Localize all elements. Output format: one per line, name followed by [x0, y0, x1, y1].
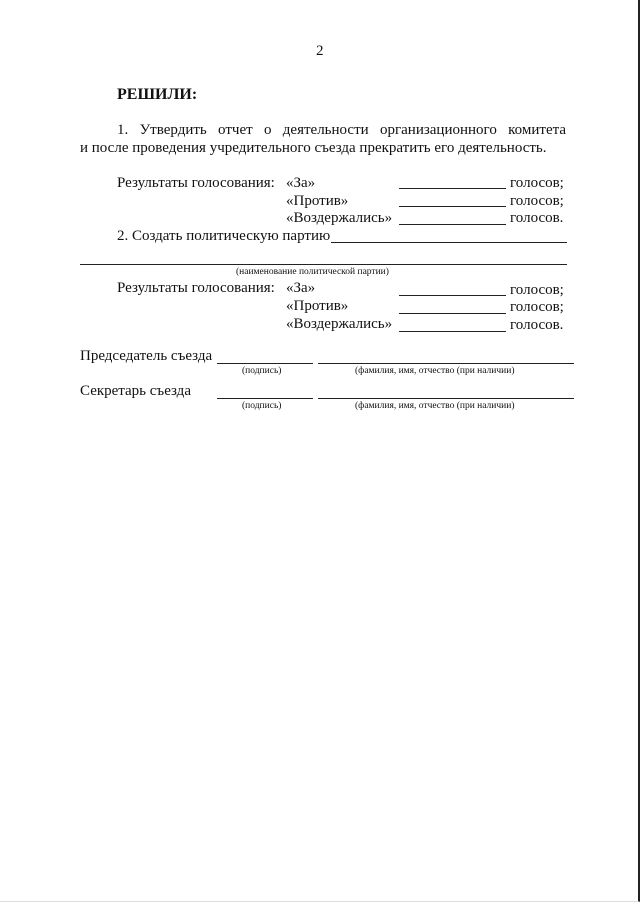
vote1-against-count-line	[399, 206, 506, 207]
vote2-option-for: «За»	[286, 280, 316, 296]
vote2-option-abstain: «Воздержались»	[286, 316, 393, 332]
vote2-for-unit: голосов;	[510, 282, 564, 298]
vote1-for-count-line	[399, 188, 506, 189]
vote2-label: Результаты голосования:	[117, 280, 275, 296]
item1-line1: 1. Утвердить отчет о деятельности организационного комитета	[117, 122, 566, 138]
secretary-label: Секретарь съезда	[80, 383, 191, 399]
chairman-name-line	[318, 363, 574, 364]
vote1-abstain-count-line	[399, 224, 506, 225]
party-name-line-1	[331, 242, 567, 243]
chairman-signature-line	[217, 363, 313, 364]
vote1-label: Результаты голосования:	[117, 175, 275, 191]
vote1-option-against: «Против»	[286, 193, 349, 209]
vote2-abstain-unit: голосов.	[510, 317, 564, 333]
vote2-for-count-line	[399, 295, 506, 296]
decision-heading: РЕШИЛИ:	[117, 86, 198, 103]
chairman-signature-caption: (подпись)	[242, 366, 282, 376]
vote1-for-unit: голосов;	[510, 175, 564, 191]
vote1-option-abstain: «Воздержались»	[286, 210, 393, 226]
chairman-name-caption: (фамилия, имя, отчество (при наличии)	[355, 366, 515, 376]
item1-line2: и после проведения учредительного съезда прекратить его деятельность.	[80, 140, 547, 156]
secretary-name-line	[318, 398, 574, 399]
secretary-name-caption: (фамилия, имя, отчество (при наличии)	[355, 401, 515, 411]
vote2-option-against: «Против»	[286, 298, 349, 314]
vote1-option-for: «За»	[286, 175, 316, 191]
page-number: 2	[316, 43, 324, 59]
chairman-label: Председатель съезда	[80, 348, 213, 364]
vote1-abstain-unit: голосов.	[510, 210, 564, 226]
item2-text: 2. Создать политическую партию	[117, 228, 331, 244]
secretary-signature-line	[217, 398, 313, 399]
vote2-against-count-line	[399, 313, 506, 314]
vote2-abstain-count-line	[399, 331, 506, 332]
vote2-against-unit: голосов;	[510, 299, 564, 315]
party-name-caption: (наименование политической партии)	[236, 267, 389, 277]
party-name-line-2	[80, 264, 567, 265]
secretary-signature-caption: (подпись)	[242, 401, 282, 411]
vote1-against-unit: голосов;	[510, 193, 564, 209]
